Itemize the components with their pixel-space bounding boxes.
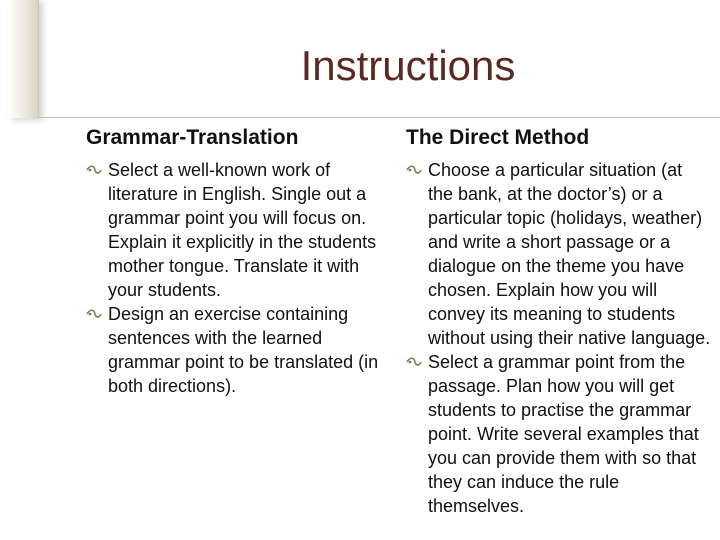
bullet-text: Choose a particular situation (at the bank, at the doctor’s) or a particular topic (holidays, weather) and write a short passage or a dialogue on the theme you have chosen. Explain how you will convey its meaning to students without using their native language. xyxy=(428,160,711,348)
right-column-heading: The Direct Method xyxy=(406,126,590,149)
list-item xyxy=(86,158,396,302)
list-item xyxy=(86,302,396,398)
ornamental-bullet-icon xyxy=(406,158,424,182)
list-item xyxy=(406,158,712,350)
slide-title: Instructions xyxy=(300,42,516,89)
right-column xyxy=(406,158,712,518)
ornamental-bullet-icon xyxy=(86,302,104,326)
ornamental-bullet-icon xyxy=(86,158,104,182)
list-item xyxy=(406,350,712,518)
bullet-text: Design an exercise containing sentences with the learned grammar point to be translated (in both directions). xyxy=(108,304,379,396)
title-divider xyxy=(38,117,720,118)
left-column xyxy=(86,158,396,398)
bullet-text: Select a well-known work of literature in English. Single out a grammar point you will focus on. Explain it explicitly in the students mother tongue. Translate it with your students. xyxy=(108,160,377,300)
left-column-heading: Grammar-Translation xyxy=(86,126,299,149)
bullet-text: Select a grammar point from the passage. Plan how you will get students to practise the grammar point. Write several examples that you can provide them with so that they can induce the rule themselves. xyxy=(428,352,699,516)
ornamental-bullet-icon xyxy=(406,350,424,374)
